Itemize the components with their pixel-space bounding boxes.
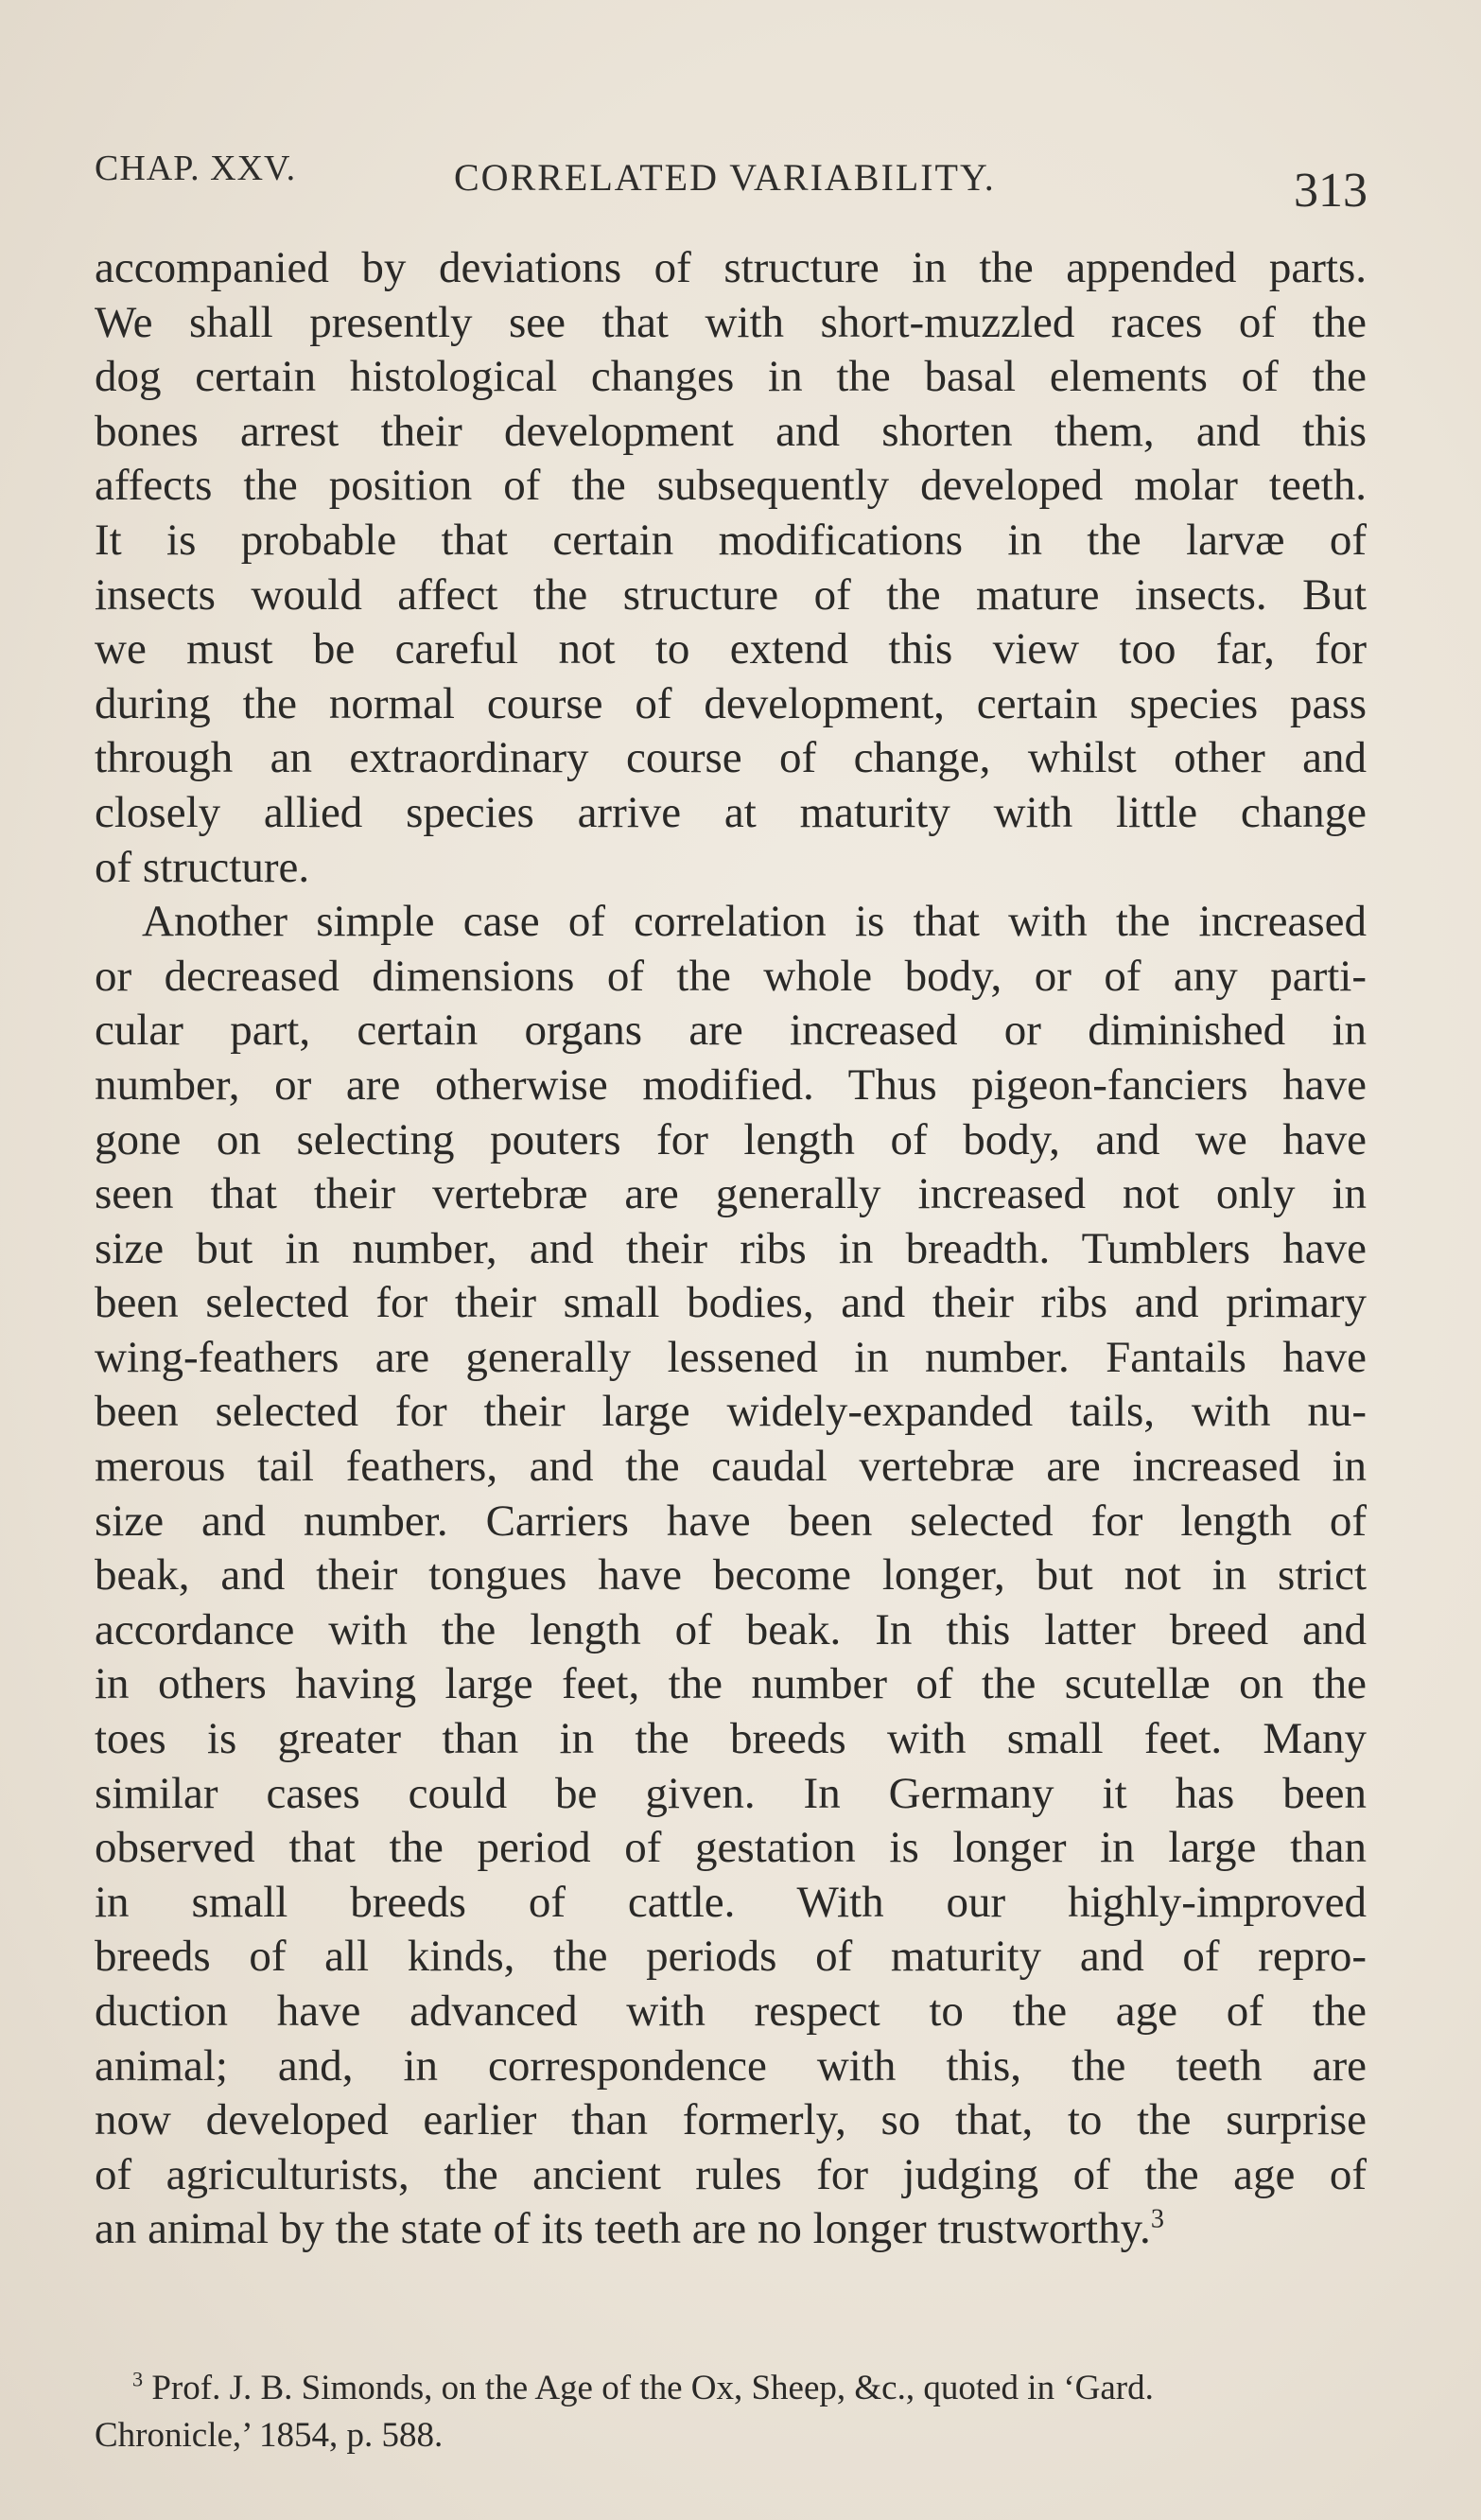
- footnote-line-1: [95, 2365, 1367, 2412]
- text-line: dog certain histological changes in the basal elements of the: [95, 352, 1367, 402]
- text-line: insects would affect the structure of the mature insects. But: [95, 569, 1367, 620]
- text-line-last: [95, 2202, 1367, 2257]
- text-line: Another simple case of correlation is that with the increased: [142, 897, 1367, 947]
- text-line: of agriculturists, the ancient rules for judging of the age of: [95, 2149, 1367, 2199]
- text-line: during the normal course of development, certain species pass: [95, 678, 1367, 728]
- text-line: of structure.: [95, 842, 310, 892]
- text-line: number, or are otherwise modified. Thus pigeon-fanciers have: [95, 1059, 1367, 1110]
- text-line: merous tail feathers, and the caudal vertebræ are increased in: [95, 1442, 1367, 1492]
- paragraph-2: [95, 895, 1367, 2257]
- text-line: observed that the period of gestation is longer in large than: [95, 1823, 1367, 1873]
- footnote-reference: 3: [1150, 2204, 1164, 2234]
- text-line: now developed earlier than formerly, so that, to the surprise: [95, 2095, 1367, 2145]
- text-line: we must be careful not to extend this view too far, for: [95, 624, 1367, 674]
- text-line: affects the position of the subsequently developed molar teeth.: [95, 461, 1367, 511]
- text-line: animal; and, in correspondence with this, the teeth are: [95, 2040, 1367, 2091]
- text-line: duction have advanced with respect to the age of the: [95, 1986, 1367, 2036]
- text-line: in small breeds of cattle. With our highly-improved: [95, 1877, 1367, 1927]
- text-line: toes is greater than in the breeds with small feet. Many: [95, 1714, 1367, 1764]
- text-line: accordance with the length of beak. In this latter breed and: [95, 1604, 1367, 1654]
- text-line: bones arrest their development and shorten them, and this: [95, 406, 1367, 456]
- chapter-label: CHAP. XXV.: [95, 149, 297, 188]
- footnote-marker: 3: [132, 2367, 144, 2391]
- text-line: It is probable that certain modifications in the larvæ of: [95, 515, 1367, 565]
- text-line: closely allied species arrive at maturity with little change: [95, 787, 1367, 837]
- page-number: 313: [1294, 164, 1368, 218]
- text-line: cular part, certain organs are increased or diminished in: [95, 1006, 1367, 1056]
- text-line: gone on selecting pouters for length of body, and we have: [95, 1114, 1367, 1164]
- text-line: accompanied by deviations of structure in the appended parts.: [95, 243, 1367, 292]
- footnote: [95, 2365, 1367, 2459]
- footnote-text-2: Chronicle,’ 1854, p. 588.: [95, 2416, 444, 2455]
- text-line: breeds of all kinds, the periods of maturity and of repro-: [95, 1932, 1367, 1982]
- text-line: wing-feathers are generally lessened in number. Fantails have: [95, 1332, 1367, 1382]
- text-line: in others having large feet, the number of the scutellæ on the: [95, 1659, 1367, 1709]
- footnote-text-1: Prof. J. B. Simonds, on the Age of the Ox, Sheep, &c., quoted in ‘Gard.: [151, 2369, 1154, 2407]
- text-line-content: an animal by the state of its teeth are no longer trustworthy.: [95, 2204, 1151, 2254]
- running-header: [95, 142, 1368, 218]
- text-line: or decreased dimensions of the whole body, or of any parti-: [95, 951, 1367, 1001]
- text-line: been selected for their small bodies, and their ribs and primary: [95, 1278, 1367, 1328]
- text-line: through an extraordinary course of change, whilst other and: [95, 733, 1367, 783]
- text-line: We shall presently see that with short-muzzled races of the: [95, 297, 1367, 347]
- text-line: beak, and their tongues have become longer, but not in strict: [95, 1550, 1367, 1601]
- text-line: similar cases could be given. In Germany it has been: [95, 1768, 1367, 1818]
- text-line: size but in number, and their ribs in breadth. Tumblers have: [95, 1223, 1367, 1273]
- paragraph-1: [95, 241, 1367, 895]
- text-line: seen that their vertebræ are generally increased not only in: [95, 1169, 1367, 1219]
- text-line: size and number. Carriers have been selected for length of: [95, 1496, 1367, 1546]
- running-title: CORRELATED VARIABILITY.: [454, 156, 996, 199]
- text-line: been selected for their large widely-expanded tails, with nu-: [95, 1387, 1367, 1437]
- body-text: [95, 241, 1367, 2257]
